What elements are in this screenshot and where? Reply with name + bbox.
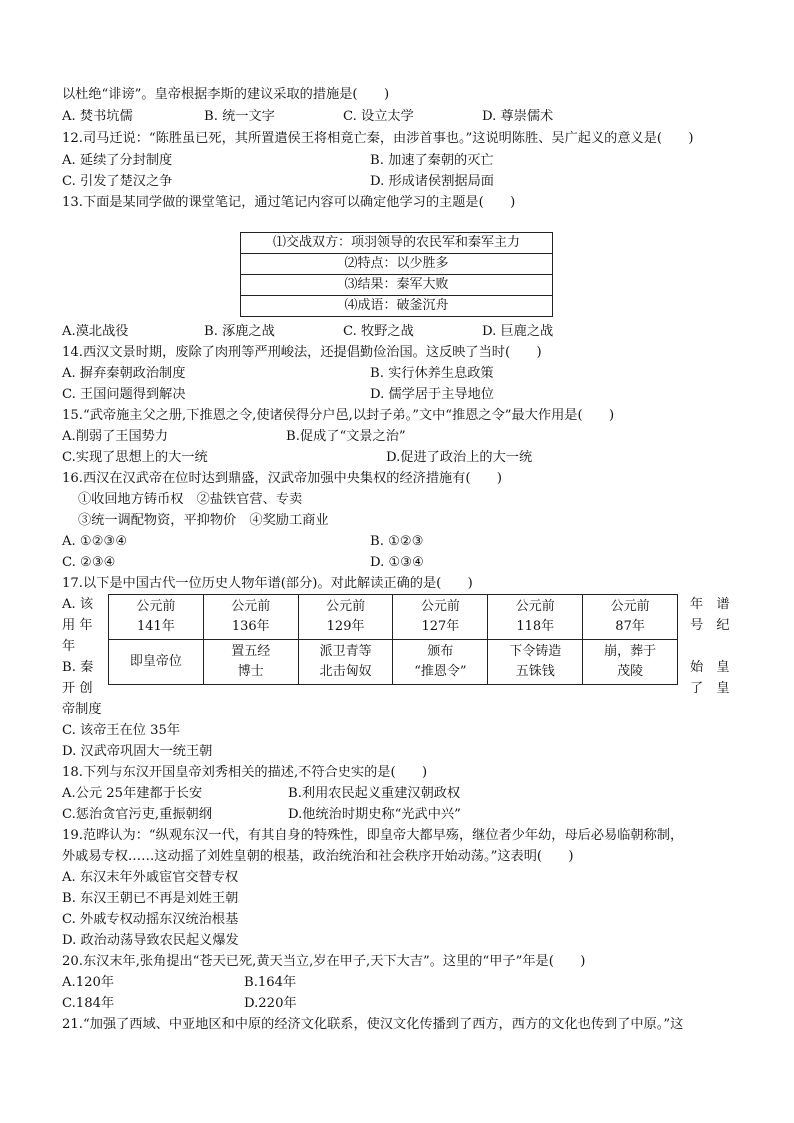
q11-option-c: C. 设立太学 [343,109,414,124]
notes-row: ⑴交战双方：项羽领导的农民军和秦军主力 [241,233,553,254]
q12-option-a: A. 延续了分封制度 [62,153,173,168]
chronology-year-text: 129年 [326,619,365,634]
question-21-stem: 21.“加强了西域、中亚地区和中原的经济文化联系，使汉文化传播到了西方，西方的文化也传到了中原。”这 [62,1017,684,1032]
q17-right-text: 年 谱 [690,597,730,612]
question-13-stem: 13.下面是某同学做的课堂笔记，通过笔记内容可以确定他学习的主题是( ) [62,195,516,210]
chronology-year-cell [298,595,393,640]
q14-option-d: D. 儒学居于主导地位 [370,387,494,402]
chronology-year-text: 136年 [231,619,270,634]
q14-option-b: B. 实行休养生息政策 [370,366,494,381]
q17-right-text: 号 纪 [690,618,730,633]
q14-option-a: A. 摒弃秦朝政治制度 [62,366,186,381]
notes-row: ⑶结果：秦军大败 [241,275,553,296]
q11-option-a: A. 焚书坑儒 [62,109,133,124]
q16-option-d: D. ①③④ [370,555,424,570]
question-18-stem: 18.下列与东汉开国皇帝刘秀相关的描述,不符合史实的是( ) [62,765,428,780]
q19-option-b: B. 东汉王朝已不再是刘姓王朝 [62,891,239,906]
chronology-year-text: 87年 [615,619,645,634]
q17-option-c: C. 该帝王在位 35年 [62,723,181,738]
q12-option-d: D. 形成诸侯割据局面 [370,174,494,189]
q17-right-text: 始 皇 [690,660,730,675]
q13-option-d: D. 巨鹿之战 [482,324,554,339]
chronology-year-text: 公元前 [231,599,271,614]
q16-item-line-2: ③统一调配物资，平抑物价 ④奖励工商业 [78,513,329,528]
q20-option-d: D.220年 [244,996,297,1011]
question-12-stem: 12.司马迁说：“陈胜虽已死，其所置遣侯王将相竟亡秦，由涉首事也。”这说明陈胜、吴广起义的意义是( ) [62,131,694,146]
q18-option-a: A.公元 25年建都于长安 [62,786,203,801]
q12-option-c: C. 引发了楚汉之争 [62,174,173,189]
q20-option-c: C.184年 [62,996,115,1011]
q20-option-a: A.120年 [62,975,115,990]
q12-option-b: B. 加速了秦朝的灭亡 [370,153,494,168]
question-14-stem: 14.西汉文景时期，废除了肉刑等严刑峻法，还提倡勤俭治国。这反映了当时( ) [62,345,542,360]
q16-option-a: A. ①②③④ [62,534,128,549]
q19-option-a: A. 东汉末年外戚宦官交替专权 [62,870,239,885]
chronology-table [108,594,678,685]
q19-option-d: D. 政治动荡导致农民起义爆发 [62,933,239,948]
q16-item-line-1: ①收回地方铸币权 ②盐铁官营、专卖 [78,492,303,507]
q16-option-b: B. ①②③ [370,534,424,549]
q15-option-b: B.促成了“文景之治” [286,429,406,444]
question-15-stem: 15.“武帝施主父之册,下推恩之令,使诸侯得分户邑,以封子弟。”文中“推恩之令”最大作用是( ) [62,408,615,423]
chronology-event-row [109,640,678,685]
q19-option-c: C. 外戚专权动摇东汉统治根基 [62,912,239,927]
question-20-stem: 20.东汉末年,张角提出“苍天已死,黄天当立,岁在甲子,天下大吉”。这里的“甲子”年是( ) [62,954,586,969]
q15-option-a: A.削弱了王国势力 [62,429,169,444]
question-19-stem-cont: 外戚易专权……这动摇了刘姓皇朝的根基，政治统治和社会秩序开始动荡。”这表明( ) [62,849,574,864]
q15-option-d: D.促进了政治上的大一统 [386,450,533,465]
q13-option-c: C. 牧野之战 [343,324,414,339]
q17-option-a-part: 用 年 [62,618,93,633]
notes-row: ⑷成语：破釜沉舟 [241,296,553,317]
chronology-year-text: 公元前 [136,599,176,614]
q13-option-a: A.漠北战役 [62,324,129,339]
q18-option-b: B.利用农民起义重建汉朝政权 [288,786,461,801]
q18-option-c: C.惩治贪官污吏,重振朝纲 [62,807,212,822]
chronology-year-text: 127年 [421,619,460,634]
chronology-year-row [109,595,678,640]
q17-option-b-tail: 帝制度 [62,702,102,717]
chronology-year-cell [583,595,678,640]
question-11-stem: 以杜绝“诽谤”。皇帝根据李斯的建议采取的措施是( ) [62,87,390,102]
chronology-year-text: 公元前 [610,599,650,614]
chronology-event-cell [488,640,583,685]
chronology-year-text: 公元前 [515,599,555,614]
chronology-event-text: 下令铸造 [509,644,562,659]
question-16-stem: 16.西汉在汉武帝在位时达到鼎盛，汉武帝加强中央集权的经济措施有( ) [62,471,503,486]
q20-option-b: B.164年 [244,975,297,990]
q11-option-b: B. 统一文字 [204,109,275,124]
q17-option-b-part: 开 创 [62,681,93,696]
chronology-event-cell [203,640,298,685]
chronology-event-cell [298,640,393,685]
q17-right-text: 了 皇 [690,681,730,696]
chronology-year-cell [488,595,583,640]
chronology-year-cell [109,595,204,640]
chronology-event-cell [583,640,678,685]
chronology-year-text: 公元前 [326,599,366,614]
q18-option-d: D.他统治时期史称“光武中兴” [288,807,461,822]
chronology-event-text: 派卫青等 [319,644,372,659]
chronology-event-text: 置五经 [231,644,271,659]
chronology-event-text: 博士 [237,664,264,679]
chronology-event-cell [393,640,488,685]
chronology-event-cell [109,640,204,685]
chronology-event-text: 茂陵 [617,664,644,679]
notes-table [240,232,553,317]
chronology-year-cell [203,595,298,640]
q17-option-a-part: 年 [62,639,76,654]
chronology-event-text: 五铢钱 [515,664,555,679]
q17-option-a-part: A. 该 [62,597,94,612]
question-19-stem: 19.范晔认为：“纵观东汉一代，有其自身的特殊性，即皇帝大都早殇，继位者少年幼，母后必易临朝称制， [62,828,684,843]
chronology-event-text: 即皇帝位 [129,654,182,669]
chronology-year-cell [393,595,488,640]
q17-option-d: D. 汉武帝巩固大一统王朝 [62,744,213,759]
chronology-event-text: 崩，葬于 [604,644,657,659]
notes-row: ⑵特点：以少胜多 [241,254,553,275]
question-17-stem: 17.以下是中国古代一位历史人物年谱(部分)。对此解读正确的是( ) [62,576,473,591]
q17-option-b-part: B. 秦 [62,660,94,675]
chronology-event-text: “推恩令” [414,664,467,679]
chronology-event-text: 颁布 [427,644,454,659]
q14-option-c: C. 王国问题得到解决 [62,387,186,402]
q16-option-c: C. ②③④ [62,555,116,570]
q15-option-c: C.实现了思想上的大一统 [62,450,208,465]
chronology-event-text: 北击匈奴 [319,664,372,679]
q11-option-d: D. 尊崇儒术 [482,109,554,124]
chronology-year-text: 141年 [137,619,175,634]
chronology-year-text: 公元前 [420,599,460,614]
q13-option-b: B. 涿鹿之战 [204,324,275,339]
chronology-year-text: 118年 [516,619,555,634]
